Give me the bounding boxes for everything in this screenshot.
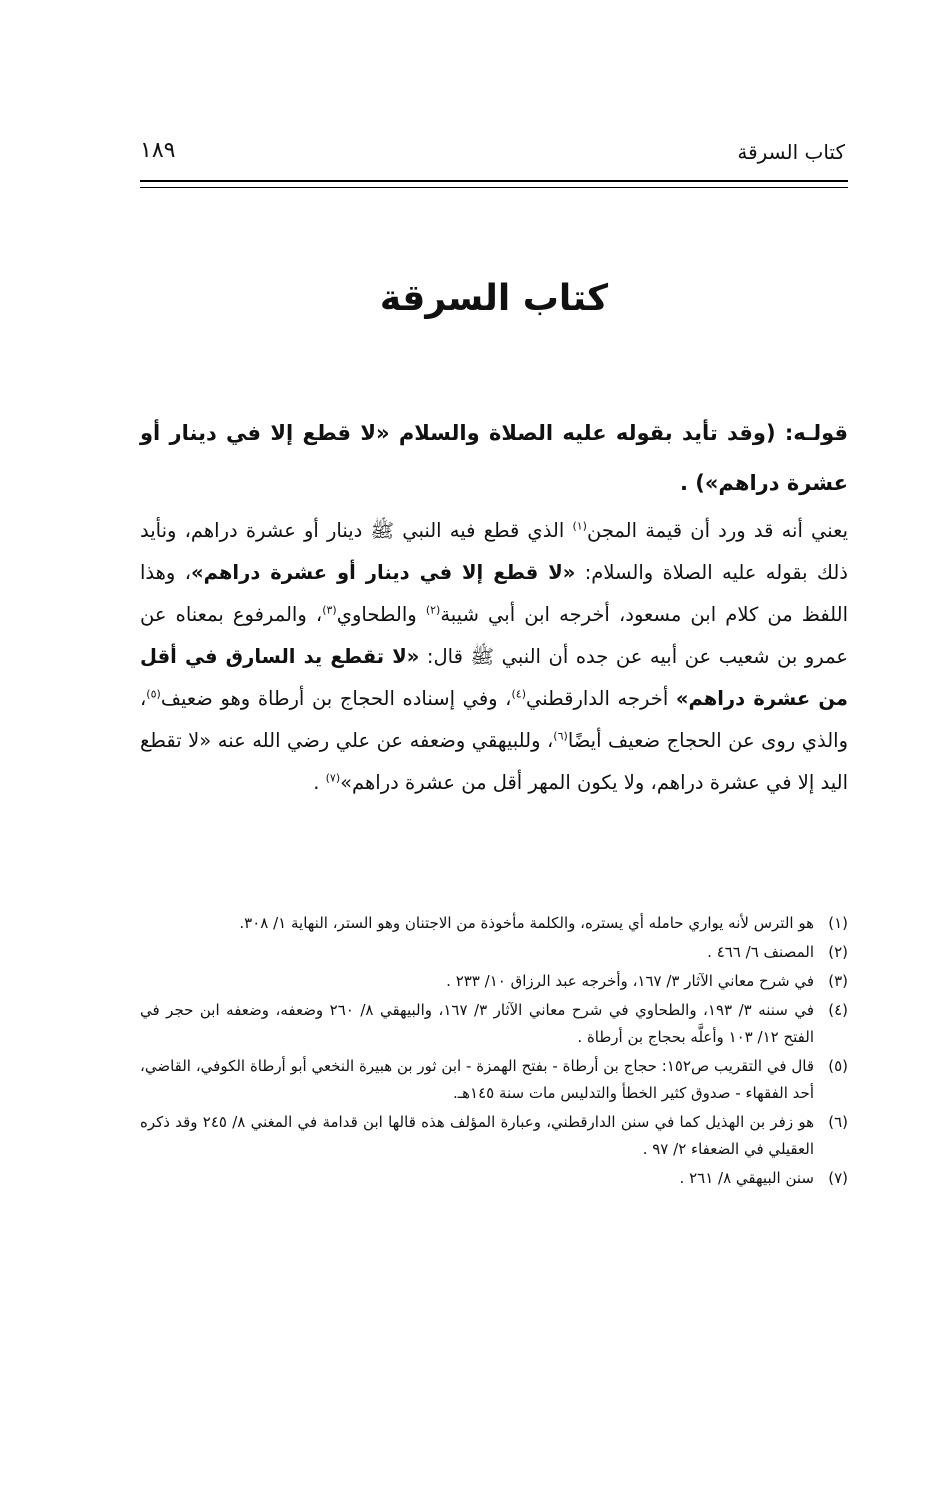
footnote-number: (٥) [828, 1057, 848, 1075]
footnote-text: في سننه ٣/ ١٩٣، والطحاوي في شرح معاني الآثار ٣/ ١٦٧، والبيهقي ٨/ ٢٦٠ وضعفه، وضعفه ابن حجر في الفتح ١٢/ ١٠٣ وأعلَّه بحجاج بن أرطاة . [140, 1001, 815, 1046]
footnote-text: في شرح معاني الآثار ٣/ ١٦٧، وأخرجه عبد الرزاق ١٠/ ٢٣٣ . [446, 972, 814, 990]
footnote-ref: (١) [572, 519, 587, 533]
text-run: ، وللبيهقي وضعفه عن علي رضي الله عنه «لا تقطع اليد إلا في عشرة دراهم، ولا يكون المهر أقل من عشرة دراهم» [140, 729, 848, 794]
footnote-text: هو الترس لأنه يواري حامله أي يستره، والكلمة مأخوذة من الاجتنان وهو الستر، النهاية ١/ ٣٠٨. [239, 914, 814, 932]
footnote-number: (١) [828, 914, 848, 932]
footnote [140, 1109, 848, 1163]
footnote-number: (٧) [828, 1169, 848, 1187]
text-run: يعني أنه قد ورد أن قيمة المجن [586, 519, 848, 542]
footnote [140, 1165, 848, 1192]
text-run: والطحاوي [336, 603, 426, 626]
footnote-number: (٣) [828, 972, 848, 990]
running-header-title: كتاب السرقة [737, 140, 845, 164]
footnote-number: (٦) [828, 1113, 848, 1131]
footnote-text: سنن البيهقي ٨/ ٢٦١ . [679, 1169, 814, 1187]
hadith-quote: «لا تقطع يد السارق في أقل من عشرة دراهم» [140, 645, 848, 710]
footnote [140, 1053, 848, 1107]
footnote-ref: (٤) [511, 687, 526, 701]
footnote-number: (٤) [828, 1001, 848, 1019]
text-run: . [313, 771, 326, 794]
footnote-ref: (٥) [146, 687, 161, 701]
text-run: ، وهذا اللفظ من كلام ابن مسعود، أخرجه ابن أبي شيبة [140, 561, 848, 626]
footnote [140, 910, 848, 937]
footnote-number: (٢) [828, 943, 848, 961]
hadith-quote: «لا قطع إلا في دينار أو عشرة دراهم» [191, 561, 576, 584]
footnote-text: قال في التقريب ص١٥٢: حجاج بن أرطاة - بفتح الهمزة - ابن ثور بن هبيرة النخعي أبو أرطاة الكوفي، القاضي، أحد الفقهاء - صدوق كثير الخطأ والتدليس مات سنة ١٤٥هـ. [140, 1057, 814, 1102]
footnote [140, 968, 848, 995]
text-run: ، والذي روى عن الحجاج ضعيف أيضًا [140, 687, 849, 752]
footnote-ref: (٧) [325, 771, 341, 785]
text-run: الذي قطع فيه النبي ﷺ دينار أو عشرة دراهم، ونأيد ذلك بقوله عليه الصلاة والسلام: [140, 519, 848, 584]
footnote-ref: (٢) [425, 603, 441, 617]
footnotes [140, 910, 848, 1194]
header-rule-thin [140, 187, 848, 188]
header-rule [140, 180, 848, 182]
footnote-ref: (٦) [553, 729, 568, 743]
footnote [140, 997, 848, 1051]
text-run: ، وفي إسناده الحجاج بن أرطاة وهو ضعيف [160, 687, 512, 710]
text-run: أخرجه الدارقطني [526, 687, 676, 710]
commentary-paragraph [140, 510, 848, 804]
quoted-text: قولـه: (وقد تأيد بقوله عليه الصلاة والسلام «لا قطع إلا في دينار أو عشرة دراهم») . [140, 421, 848, 495]
page-number: ١٨٩ [140, 138, 176, 163]
footnote [140, 939, 848, 966]
footnote-text: المصنف ٦/ ٤٦٦ . [707, 943, 814, 961]
text-run: ، والمرفوع بمعناه عن عمرو بن شعيب عن أبيه عن جده أن النبي ﷺ قال: [140, 603, 848, 668]
chapter-title: كتاب السرقة [379, 278, 609, 319]
footnote-ref: (٣) [322, 603, 337, 617]
footnote-text: هو زفر بن الهذيل كما في سنن الدارقطني، وعبارة المؤلف هذه قالها ابن قدامة في المغني ٨/ ٢٤٥ وقد ذكره العقيلي في الضعفاء ٢/ ٩٧ . [140, 1113, 815, 1158]
